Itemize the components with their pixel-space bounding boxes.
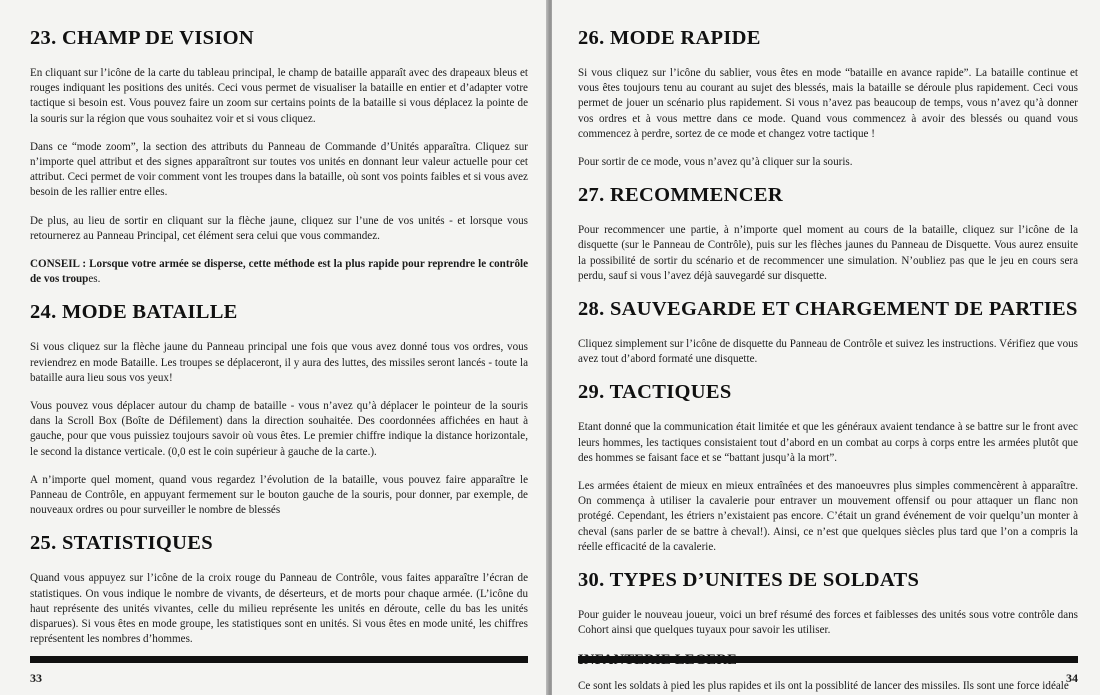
paragraph: Quand vous appuyez sur l’icône de la croix rouge du Panneau de Contrôle, vous faites apparaître l’écran de statistiques. On vous indique le nombre de vivants, de déserteurs, et de morts pour chaque armée. (L’icône du haut représente des unités vivantes, celle du milieu représente les unités en déroute, celle du bas les unités disparues). Si vous êtes en mode groupe, les statistiques sont en unités. Si vous êtes en mode unité, les chiffres représentent les nombres d’hommes. [30,572,528,646]
section-25-statistiques [30,531,528,647]
right-page [552,0,1100,695]
section-heading: 28. SAUVEGARDE ET CHARGEMENT DE PARTIES [578,298,1078,321]
paragraph: Vous pouvez vous déplacer autour du champ de bataille - vous n’avez qu’à déplacer le pointeur de la souris dans la Scroll Box (Boîte de Défilement) dans la direction souhaitée. Des coordonnées affichées en haut à gauche, pour que vous puissiez toujours savoir où vous êtes. Le premier chiffre indique la distance horizontale, le second la distance verticale. (0,0 est le coin supérieur à gauche de la carte.). [30,400,528,458]
section-heading: 27. RECOMMENCER [578,184,783,207]
section-28-sauvegarde [578,297,1078,367]
section-heading: 25. STATISTIQUES [30,532,213,555]
page-number: 33 [30,671,42,685]
footer-rule [578,656,1078,663]
tip-bold-text: CONSEIL : Lorsque votre armée se disperse, cette méthode est la plus rapide pour reprendre le contrôle de vos troup [30,258,528,286]
left-page-content [30,26,528,660]
section-heading: 30. TYPES D’UNITES DE SOLDATS [578,569,920,592]
section-30-types-unites [578,568,1078,695]
section-heading: 26. MODE RAPIDE [578,27,761,49]
section-heading: 23. CHAMP DE VISION [30,27,255,49]
section-27-recommencer [578,183,1078,284]
section-heading: 29. TACTIQUES [578,381,732,404]
paragraph: Pour guider le nouveau joueur, voici un bref résumé des forces et faiblesses des unités sous votre contrôle dans Cohort ainsi que quelques tuyaux pour savoir les utiliser. [578,609,1078,637]
left-page [0,0,548,695]
paragraph: Dans ce “mode zoom”, la section des attributs du Panneau de Commande d’Unités apparaîtra. Cliquez sur n’importe quel attribut et des signes apparaîtront sur toutes vos unités en donnant leur valeur actuelle pour cet attribut. Ceci permet de voir comment vont les troupes dans la bataille, où sont vos points faibles et si vous avez besoin de les rallier entre elles. [30,140,528,199]
paragraph: Si vous cliquez sur la flèche jaune du Panneau principal une fois que vous avez donné tous vos ordres, vous reviendrez en mode Bataille. Les troupes se déplaceront, il y aura des luttes, des missiles seront lancés - toute la bataille aura lieu sous vos yeux! [30,341,528,384]
section-heading: 24. MODE BATAILLE [30,301,238,324]
page-number: 34 [1066,671,1078,685]
paragraph: De plus, au lieu de sortir en cliquant sur la flèche jaune, cliquez sur l’une de vos unités - et lorsque vous retournerez au Panneau Principal, cet élément sera celui que vous commandez. [30,214,528,242]
section-29-tactiques [578,380,1078,555]
section-23-champ-de-vision [30,26,528,287]
tip-paragraph [30,257,528,287]
paragraph: Etant donné que la communication était limitée et que les généraux avaient tendance à se battre sur le front avec leurs hommes, les tactiques consistaient tout d’abord en un combat au corps à corps entre les armées plutôt que des hommes se faisant face et se “battant jusqu’à la mort”. [578,421,1078,464]
paragraph: A n’importe quel moment, quand vous regardez l’évolution de la bataille, vous pouvez faire apparaître le Panneau de Contrôle, en appuyant fermement sur le bouton gauche de la souris, pour donner, par exemple, de nouveaux ordres ou pour surveiller le nombre de blessés [30,473,528,517]
section-24-mode-bataille [30,300,528,518]
section-26-mode-rapide [578,26,1078,170]
paragraph: Pour recommencer une partie, à n’importe quel moment au cours de la bataille, cliquez sur l’icône de la disquette (sur le Panneau de Contrôle), puis sur les flèches jaunes du Panneau de Disquette. Vous aurez ensuite la possibilité de sortir du scénario et de recommencer une simulation. N’oubliez pas que le jeu en cours sera perdu, sauf si vous l’avez déjà sauvegardé sur disquette. [578,224,1078,282]
paragraph: Pour sortir de ce mode, vous n’avez qu’à cliquer sur la souris. [578,156,853,169]
paragraph: Les armées étaient de mieux en mieux entraînées et des manoeuvres plus simples commencèrent à apparaître. On commença à utiliser la cavalerie pour entraver un mouvement offensif ou pour attaquer un flanc non protégé. Cependant, les étriers n’existaient pas encore. C’était un grand événement de voir quelqu’un monter à cheval (sans parler de se battre à cheval!). Ainsi, ce n’est que quelques siècles plus tard que l’on a compris la réelle efficacité de la cavalerie. [578,480,1078,553]
paragraph: Cliquez simplement sur l’icône de disquette du Panneau de Contrôle et suivez les instructions. Vérifiez que vous avez tout d’abord formaté une disquette. [578,338,1078,366]
paragraph: Ce sont les soldats à pied les plus rapides et ils ont la possiblité de lancer des missiles. Ils sont une force idéale [578,680,1069,693]
tip-tail-text: es. [88,273,101,286]
paragraph: Si vous cliquez sur l’icône du sablier, vous êtes en mode “bataille en avance rapide”. La bataille continue et vous êtes toujours tenu au courant au sujet des blessés, mais la bataille se déroule plus rapidement. Ceci vous permet de jouer un scénario plus rapidement. Si vous n’avez pas beaucoup de temps, vous n’avez qu’à donner vos ordres et à vous mettre dans ce mode. Quand vous commencez à avoir des blessés ou quand vous commencez à perdre, sortez de ce mode et changez votre tactique ! [578,67,1078,140]
footer-rule [30,656,528,663]
paragraph: En cliquant sur l’icône de la carte du tableau principal, le champ de bataille apparaît avec des drapeaux bleus et rouges indiquant les positions des unités. Ceci vous permet de visualiser la bataille en entier et d’adapter votre tactique si besoin est. Vous pouvez faire un zoom sur certains points de la bataille si vous déplacez la pointe de la souris sur la région que vous souhaitez voir et si vous cliquez. [30,67,528,125]
right-page-content [578,26,1078,695]
